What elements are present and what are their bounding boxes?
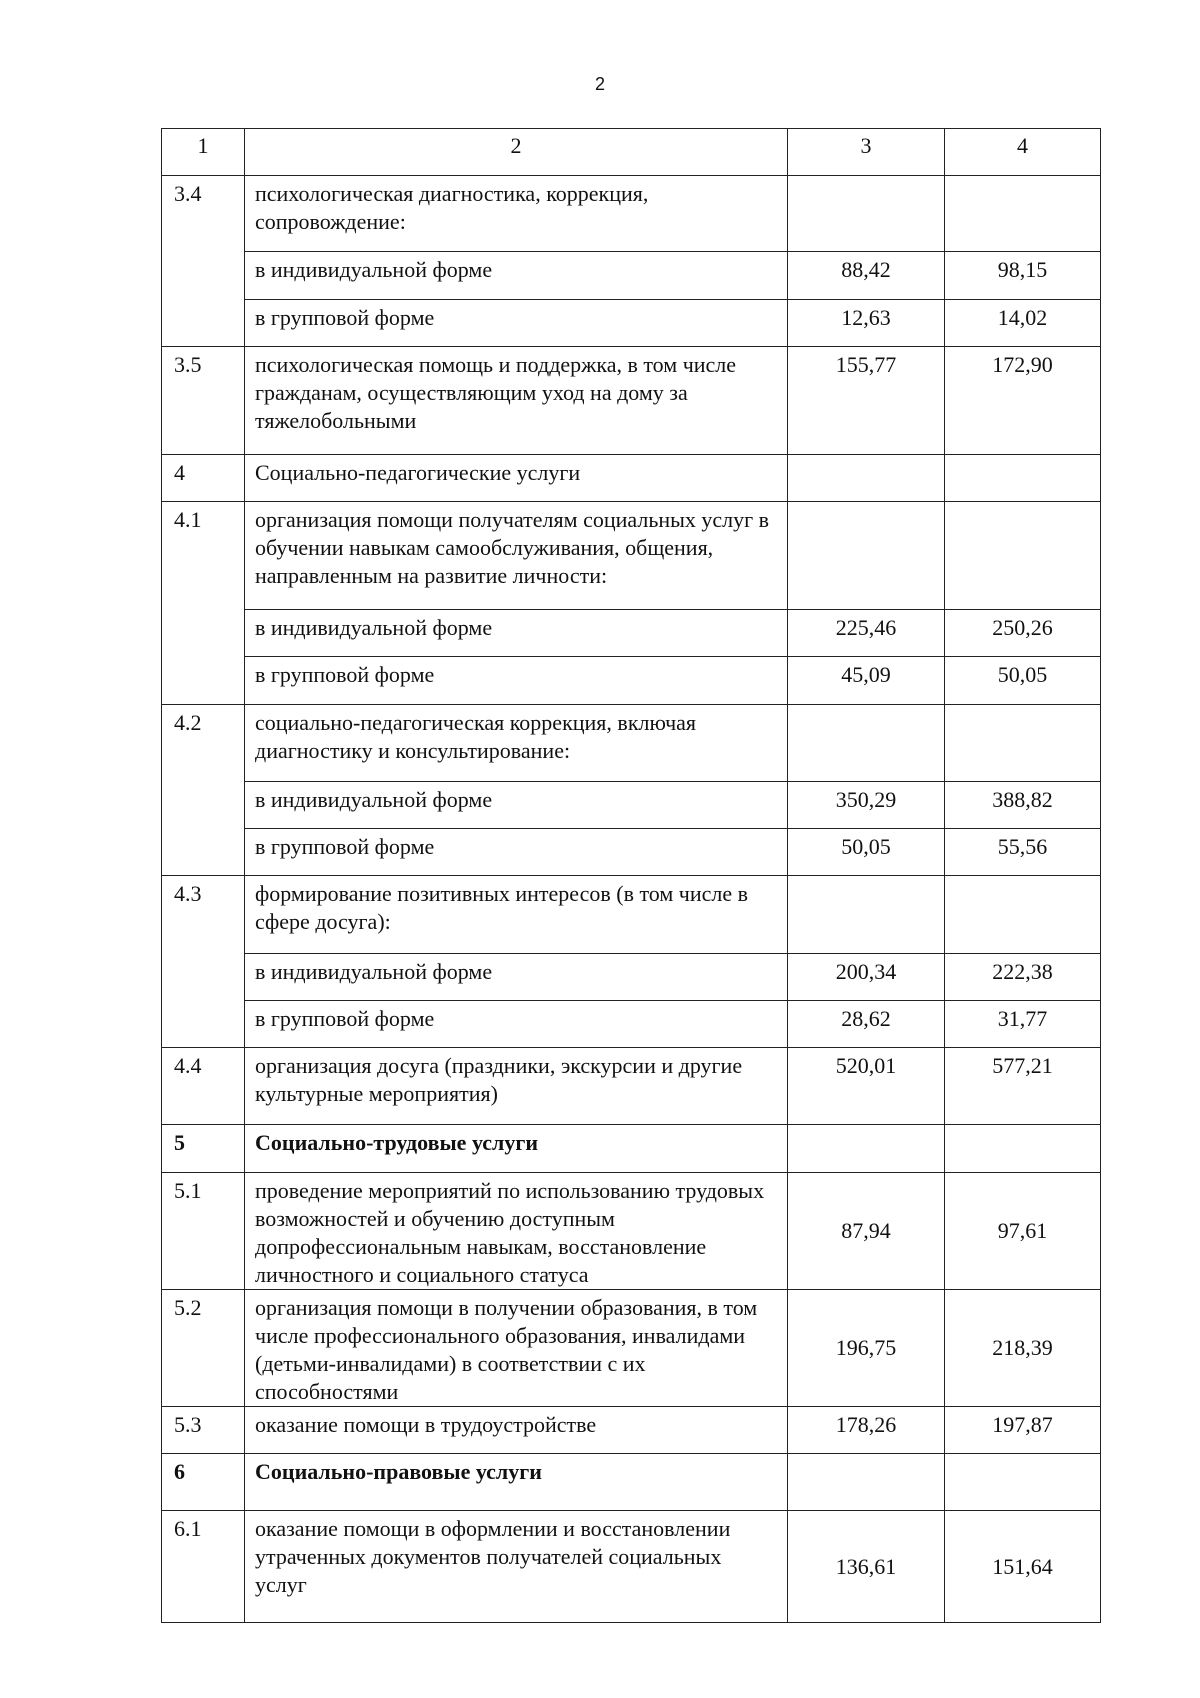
value-col3: 45,09 xyxy=(788,657,945,705)
value-col4 xyxy=(945,502,1101,610)
value-col3: 196,75 xyxy=(788,1290,945,1407)
row-number: 4.1 xyxy=(162,502,245,705)
value-col4: 97,61 xyxy=(945,1173,1101,1290)
value-col4 xyxy=(945,1454,1101,1511)
table-row xyxy=(162,1454,1101,1511)
value-col3 xyxy=(788,1454,945,1511)
service-name: в индивидуальной форме xyxy=(245,252,788,300)
value-col4: 151,64 xyxy=(945,1511,1101,1623)
service-name: Социально-педагогические услуги xyxy=(245,455,788,502)
service-name: в групповой форме xyxy=(245,300,788,347)
row-number: 5.3 xyxy=(162,1407,245,1454)
table-header-row xyxy=(162,129,1101,176)
table-row xyxy=(162,1290,1101,1407)
service-name: психологическая диагностика, коррекция, сопровождение: xyxy=(245,176,788,252)
value-col4 xyxy=(945,876,1101,954)
value-col4 xyxy=(945,705,1101,782)
table-row xyxy=(162,252,1101,300)
section-title: Социально-трудовые услуги xyxy=(245,1125,788,1173)
row-number: 3.4 xyxy=(162,176,245,347)
value-col4: 14,02 xyxy=(945,300,1101,347)
table-row xyxy=(162,705,1101,782)
value-col3: 50,05 xyxy=(788,829,945,876)
service-name: в индивидуальной форме xyxy=(245,610,788,657)
value-col3 xyxy=(788,455,945,502)
value-col3: 87,94 xyxy=(788,1173,945,1290)
service-name: социально-педагогическая коррекция, включая диагностику и консультирование: xyxy=(245,705,788,782)
header-cell: 4 xyxy=(945,129,1101,176)
value-col3 xyxy=(788,502,945,610)
service-name: в групповой форме xyxy=(245,657,788,705)
row-number: 6 xyxy=(162,1454,245,1511)
value-col4 xyxy=(945,176,1101,252)
table-row xyxy=(162,347,1101,455)
service-name: проведение мероприятий по использованию трудовых возможностей и обучению доступным допрофессиональным навыкам, восстановление личностного и социального статуса xyxy=(245,1173,788,1290)
section-title: Социально-правовые услуги xyxy=(245,1454,788,1511)
row-number: 4 xyxy=(162,455,245,502)
service-name: оказание помощи в трудоустройстве xyxy=(245,1407,788,1454)
table-row xyxy=(162,1173,1101,1290)
service-name: в групповой форме xyxy=(245,829,788,876)
value-col3: 155,77 xyxy=(788,347,945,455)
table-row xyxy=(162,954,1101,1001)
service-name: организация помощи в получении образования, в том числе профессионального образования, инвалидами (детьми-инвалидами) в соответствии с их способностями xyxy=(245,1290,788,1407)
header-cell: 2 xyxy=(245,129,788,176)
service-name: в индивидуальной форме xyxy=(245,782,788,829)
row-number: 4.2 xyxy=(162,705,245,876)
value-col4: 388,82 xyxy=(945,782,1101,829)
tariff-table xyxy=(161,128,1101,1623)
value-col3: 136,61 xyxy=(788,1511,945,1623)
page-number: 2 xyxy=(594,74,605,94)
table-row xyxy=(162,610,1101,657)
header-cell: 1 xyxy=(162,129,245,176)
value-col4 xyxy=(945,1125,1101,1173)
value-col3: 350,29 xyxy=(788,782,945,829)
value-col4: 250,26 xyxy=(945,610,1101,657)
value-col4: 55,56 xyxy=(945,829,1101,876)
value-col3: 88,42 xyxy=(788,252,945,300)
table-row xyxy=(162,502,1101,610)
table-row xyxy=(162,1001,1101,1048)
service-name: в групповой форме xyxy=(245,1001,788,1048)
service-name: формирование позитивных интересов (в том числе в сфере досуга): xyxy=(245,876,788,954)
table-row xyxy=(162,1125,1101,1173)
value-col4: 197,87 xyxy=(945,1407,1101,1454)
value-col3: 225,46 xyxy=(788,610,945,657)
row-number: 6.1 xyxy=(162,1511,245,1623)
value-col3: 12,63 xyxy=(788,300,945,347)
value-col3 xyxy=(788,176,945,252)
value-col3: 28,62 xyxy=(788,1001,945,1048)
value-col4: 98,15 xyxy=(945,252,1101,300)
value-col4: 31,77 xyxy=(945,1001,1101,1048)
value-col3 xyxy=(788,876,945,954)
row-number: 4.4 xyxy=(162,1048,245,1125)
row-number: 4.3 xyxy=(162,876,245,1048)
value-col4: 172,90 xyxy=(945,347,1101,455)
table-row xyxy=(162,1511,1101,1623)
table-row xyxy=(162,176,1101,252)
table-row xyxy=(162,455,1101,502)
value-col3 xyxy=(788,1125,945,1173)
value-col4 xyxy=(945,455,1101,502)
table-row xyxy=(162,300,1101,347)
table-row xyxy=(162,1407,1101,1454)
service-name: оказание помощи в оформлении и восстановлении утраченных документов получателей социальных услуг xyxy=(245,1511,788,1623)
row-number: 5.1 xyxy=(162,1173,245,1290)
row-number: 3.5 xyxy=(162,347,245,455)
header-cell: 3 xyxy=(788,129,945,176)
service-name: организация помощи получателям социальных услуг в обучении навыкам самообслуживания, общения, направленным на развитие личности: xyxy=(245,502,788,610)
value-col4: 577,21 xyxy=(945,1048,1101,1125)
value-col4: 50,05 xyxy=(945,657,1101,705)
service-name: организация досуга (праздники, экскурсии и другие культурные мероприятия) xyxy=(245,1048,788,1125)
value-col3: 520,01 xyxy=(788,1048,945,1125)
table-row xyxy=(162,829,1101,876)
value-col3: 178,26 xyxy=(788,1407,945,1454)
value-col4: 218,39 xyxy=(945,1290,1101,1407)
value-col4: 222,38 xyxy=(945,954,1101,1001)
table-row xyxy=(162,657,1101,705)
table-row xyxy=(162,876,1101,954)
table-row xyxy=(162,1048,1101,1125)
service-name: в индивидуальной форме xyxy=(245,954,788,1001)
row-number: 5 xyxy=(162,1125,245,1173)
value-col3 xyxy=(788,705,945,782)
service-name: психологическая помощь и поддержка, в том числе гражданам, осуществляющим уход на дому за тяжелобольными xyxy=(245,347,788,455)
row-number: 5.2 xyxy=(162,1290,245,1407)
table-row xyxy=(162,782,1101,829)
value-col3: 200,34 xyxy=(788,954,945,1001)
